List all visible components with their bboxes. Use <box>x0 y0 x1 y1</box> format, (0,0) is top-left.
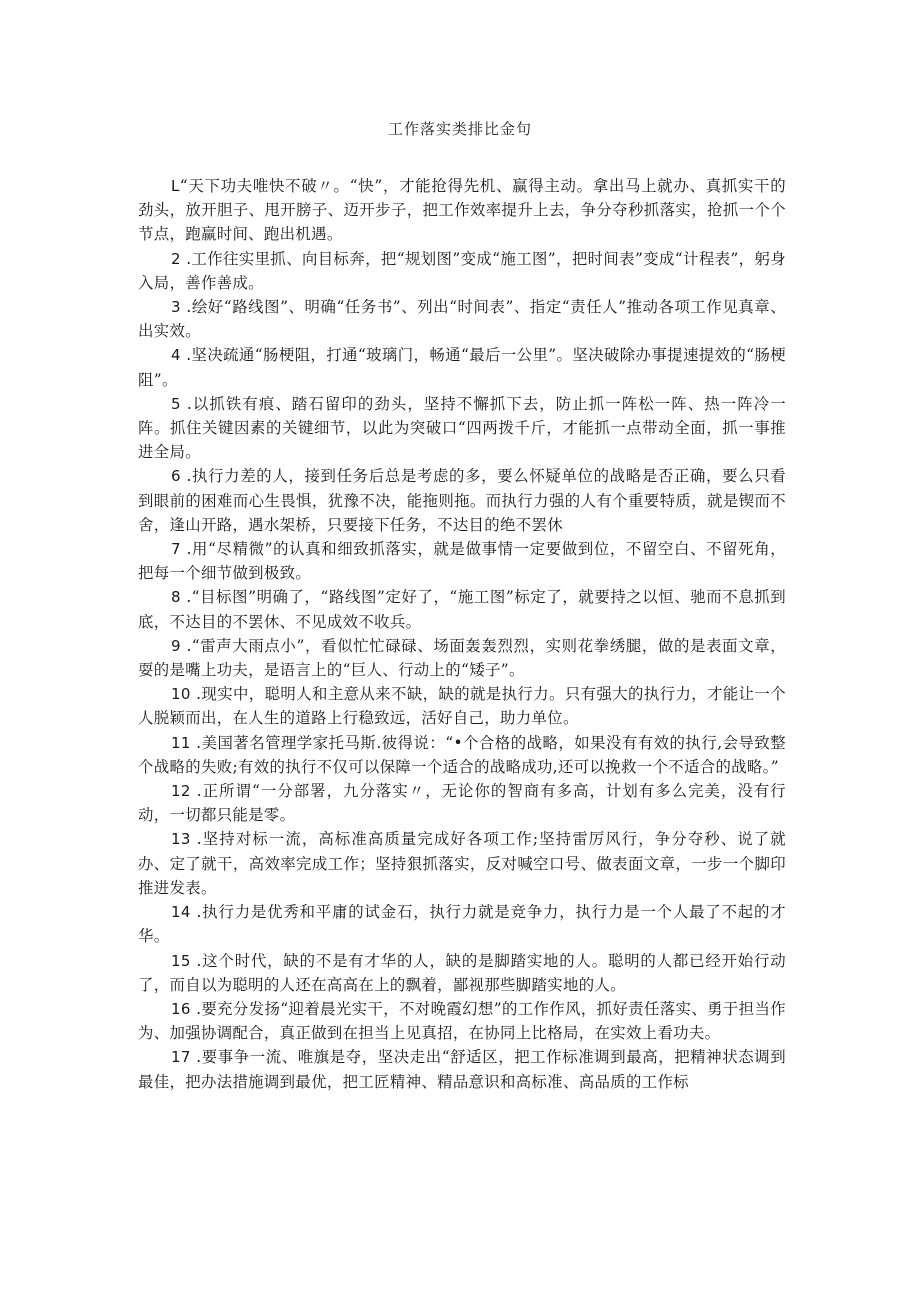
paragraph-number: 5 <box>171 394 181 413</box>
paragraph-number: 8 <box>171 588 181 607</box>
paragraph-2 <box>138 247 786 295</box>
paragraph-number: 11 <box>171 733 191 752</box>
paragraph-number: 12 <box>171 782 191 801</box>
paragraph-text: .这个时代，缺的不是有才华的人，缺的是脚踏实地的人。聪明的人都已经开始行动了，而自以为聪明的人还在高高在上的飘着，鄙视那些脚踏实地的人。 <box>138 951 786 994</box>
paragraph-text: .绘好“路线图”、明确“任务书”、列出“时间表”、指定“责任人”推动各项工作见真章、出实效。 <box>138 298 786 341</box>
paragraph-number: 4 <box>171 346 181 365</box>
paragraph-text: .“目标图”明确了，“路线图”定好了，“施工图”标定了，就要持之以恒、驰而不息抓到底，不达目的不罢休、不见成效不收兵。 <box>138 588 786 631</box>
paragraph-text: .坚决疏通“肠梗阻，打通“玻璃门，畅通“最后一公里”。坚决破除办事提速提效的“肠梗阻”。 <box>138 346 786 389</box>
paragraph-1 <box>138 174 786 247</box>
paragraph-text: .以抓铁有痕、踏石留印的劲头，坚持不懈抓下去，防止抓一阵松一阵、热一阵冷一阵。抓住关键因素的关键细节，以此为突破口“四两拨千斤，才能抓一点带动全面，抓一事推进全局。 <box>138 394 786 462</box>
paragraph-14 <box>138 900 786 948</box>
paragraph-text: .美国著名管理学家托马斯.彼得说：“•个合格的战略，如果没有有效的执行,会导致整个战略的失败;有效的执行不仅可以保障一个适合的战略成功,还可以挽救一个不适合的战略。” <box>138 733 786 776</box>
paragraph-number: 3 <box>171 298 181 317</box>
paragraph-text: .正所谓“一分部署，九分落实〃，无论你的智商有多高，计划有多么完美，没有行动，一切都只能是零。 <box>138 782 786 825</box>
paragraph-7 <box>138 537 786 585</box>
paragraph-16 <box>138 997 786 1045</box>
paragraph-3 <box>138 295 786 343</box>
document-body <box>138 174 786 1094</box>
paragraph-text: .工作往实里抓、向目标奔，把“规划图”变成“施工图”，把时间表”变成“计程表”，躬身入局，善作善成。 <box>138 249 786 292</box>
paragraph-text: .现实中，聪明人和主意从来不缺，缺的就是执行力。只有强大的执行力，才能让一个人脱颖而出，在人生的道路上行稳致远，活好自己，助力单位。 <box>138 685 786 728</box>
paragraph-number: 6 <box>171 467 181 486</box>
paragraph-number: 13 <box>171 830 191 849</box>
paragraph-number: 17 <box>171 1048 191 1067</box>
paragraph-text: .用“尽精微”的认真和细致抓落实，就是做事情一定要做到位，不留空白、不留死角，把每一个细节做到极致。 <box>138 540 786 583</box>
paragraph-number: 7 <box>171 540 181 559</box>
paragraph-number: 15 <box>171 951 191 970</box>
paragraph-number: 2 <box>171 249 181 268</box>
paragraph-13 <box>138 827 786 900</box>
paragraph-text: .要充分发扬“迎着晨光实干，不对晚霞幻想”的工作作风，抓好责任落实、勇于担当作为、加强协调配合，真正做到在担当上见真招，在协同上比格局，在实效上看功夫。 <box>138 999 786 1043</box>
paragraph-number: 9 <box>171 636 181 655</box>
paragraph-15 <box>138 949 786 997</box>
paragraph-text: .要事争一流、唯旗是夺，坚决走出“舒适区，把工作标准调到最高，把精神状态调到最佳，把办法措施调到最优，把工匠精神、精品意识和高标准、高品质的工作标 <box>138 1048 786 1091</box>
paragraph-text: .执行力是优秀和平庸的试金石，执行力就是竞争力，执行力是一个人最了不起的才华。 <box>138 903 786 946</box>
document-title: 工作落实类排比金句 <box>387 120 532 138</box>
paragraph-text: .执行力差的人，接到任务后总是考虑的多，要么怀疑单位的战略是否正确，要么只看到眼前的困难而心生畏惧，犹豫不决，能拖则拖。而执行力强的人有个重要特质，就是锲而不舍，逢山开路，遇水架桥，只要接下任务，不达目的绝不罢休 <box>138 467 786 534</box>
paragraph-text: .“雷声大雨点小”，看似忙忙碌碌、场面轰轰烈烈，实则花拳绣腿，做的是表面文章，耍的是嘴上功夫，是语言上的“巨人、行动上的“矮子”。 <box>138 636 786 680</box>
paragraph-number: 16 <box>171 999 191 1018</box>
paragraph-number: L <box>171 177 180 195</box>
paragraph-text: .坚持对标一流，高标准高质量完成好各项工作;坚持雷厉风行，争分夺秒、说了就办、定了就干，高效率完成工作；坚持狠抓落实，反对喊空口号、做表面文章，一步一个脚印推进发表。 <box>138 830 786 897</box>
paragraph-number: 10 <box>171 685 191 704</box>
paragraph-12 <box>138 779 786 827</box>
paragraph-number: 14 <box>171 903 191 922</box>
paragraph-10 <box>138 682 786 730</box>
paragraph-9 <box>138 634 786 682</box>
paragraph-17 <box>138 1045 786 1093</box>
paragraph-8 <box>138 585 786 633</box>
paragraph-6 <box>138 464 786 537</box>
paragraph-4 <box>138 343 786 391</box>
paragraph-11 <box>138 731 786 779</box>
paragraph-5 <box>138 392 786 465</box>
paragraph-text: “天下功夫唯快不破〃。“快”，才能抢得先机、赢得主动。拿出马上就办、真抓实干的劲头，放开胆子、甩开膀子、迈开步子，把工作效率提升上去，争分夺秒抓落实，抢抓一个个节点，跑赢时间、跑出机遇。 <box>138 177 786 244</box>
